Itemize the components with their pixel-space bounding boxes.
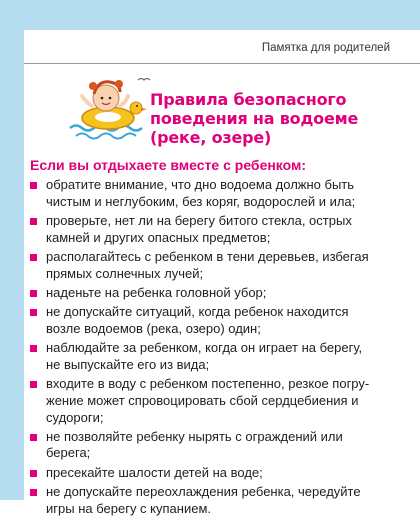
bullet-square-icon: [30, 434, 37, 441]
rule-item: [30, 376, 395, 426]
rule-text-line: берега;: [46, 445, 91, 461]
rule-item: [30, 285, 395, 302]
rule-text-line: обратите внимание, что дно водоема должно быть: [46, 177, 355, 192]
rule-text-line: входите в воду с ребенком постепенно, резкое погру-: [46, 376, 370, 392]
rule-text-line: не выпускайте его из вида;: [46, 356, 210, 372]
rule-item: [30, 177, 395, 210]
rule-text-line: возле водоемов (река, озеро) один;: [46, 320, 261, 336]
side-decorative-band: [0, 0, 24, 500]
title-line: (реке, озере): [150, 128, 272, 147]
rule-text-line: не допускайте ситуаций, когда ребенок находится: [46, 304, 349, 320]
rule-text-line: наблюдайте за ребенком, когда он играет на берегу,: [46, 340, 363, 356]
rule-text-line: жение может спровоцировать сбой сердцебиения и: [46, 392, 359, 408]
bullet-square-icon: [30, 182, 37, 189]
top-decorative-band: [0, 0, 420, 30]
rule-item: [30, 304, 395, 337]
bullet-square-icon: [30, 381, 37, 388]
bullet-square-icon: [30, 489, 37, 496]
rule-item: [30, 249, 395, 282]
rules-list: [30, 177, 395, 520]
rule-text-line: игры на берегу с купанием.: [46, 500, 211, 516]
bullet-square-icon: [30, 309, 37, 316]
header-divider: [24, 63, 420, 64]
child-swimming-illustration: [62, 70, 154, 150]
rule-item: [30, 465, 395, 482]
bullet-square-icon: [30, 218, 37, 225]
bullet-square-icon: [30, 345, 37, 352]
rule-text-line: наденьте на ребенка головной убор;: [46, 284, 267, 300]
title-line: Правила безопасного: [150, 90, 347, 109]
rule-text-line: располагайтесь с ребенком в тени деревьев, избегая: [46, 248, 369, 264]
rule-text-line: не допускайте переохлаждения ребенка, чередуйте: [46, 484, 361, 500]
rule-item: [30, 213, 395, 246]
rule-item: [30, 340, 395, 373]
bullet-square-icon: [30, 290, 37, 297]
rule-text-line: чистым и неглубоким, без коряг, водорослей и ила;: [46, 193, 356, 209]
page-title: [150, 90, 410, 147]
rule-item: [30, 484, 395, 517]
rule-text-line: не позволяйте ребенку нырять с ограждений или: [46, 428, 343, 444]
rule-text-line: камней и других опасных предметов;: [46, 229, 271, 245]
rule-text-line: прямых солнечных лучей;: [46, 265, 204, 281]
bullet-square-icon: [30, 470, 37, 477]
header-label: Памятка для родителей: [261, 42, 390, 54]
rule-text-line: судороги;: [46, 409, 104, 425]
rule-item: [30, 429, 395, 462]
rule-text-line: пресекайте шалости детей на воде;: [46, 464, 263, 480]
rule-text-line: проверьте, нет ли на берегу битого стекла, острых: [46, 212, 352, 228]
section-subheading: Если вы отдыхаете вместе с ребенком:: [30, 157, 307, 173]
bullet-square-icon: [30, 254, 37, 261]
title-line: поведения на водоеме: [150, 109, 359, 128]
